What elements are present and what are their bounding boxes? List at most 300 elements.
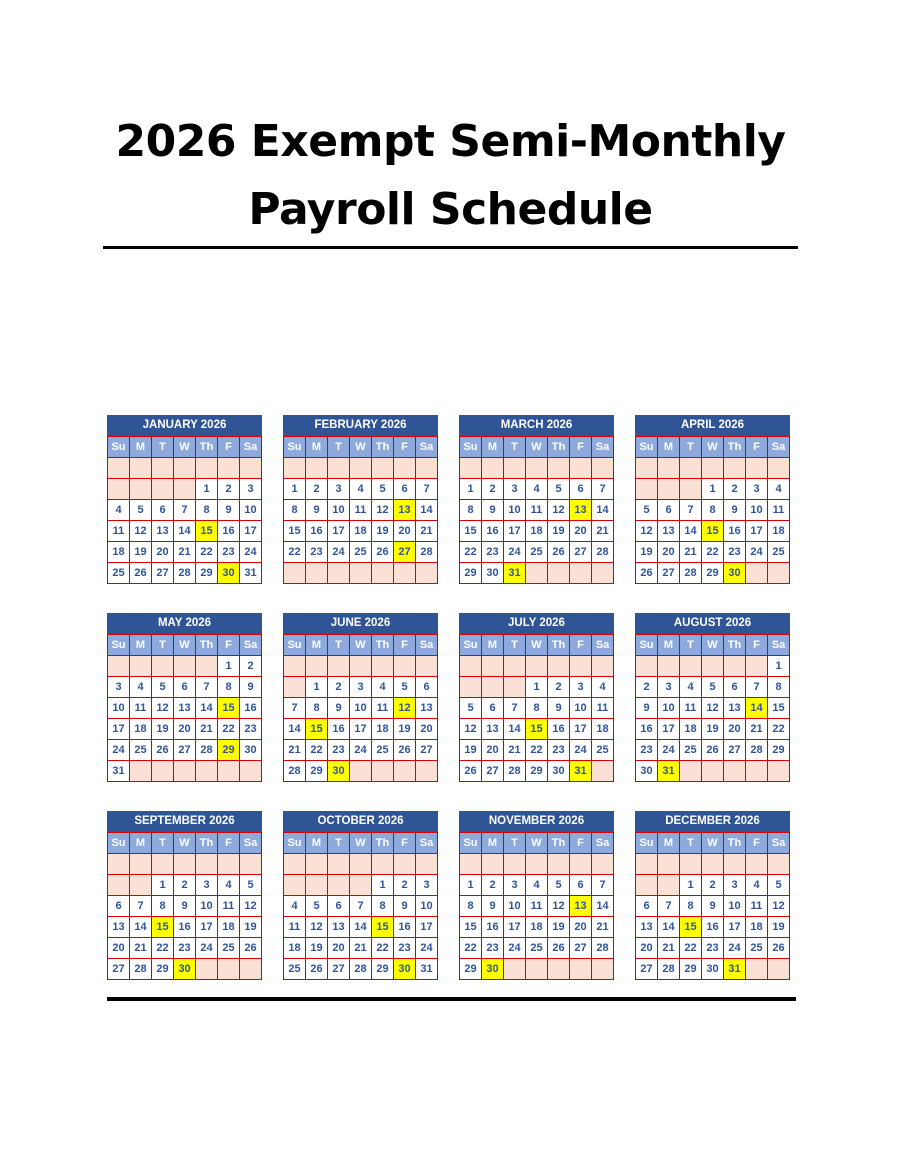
day-cell: 26 [394,740,416,761]
day-cell: 11 [108,521,130,542]
day-cell: 22 [702,542,724,563]
day-cell: 8 [680,896,702,917]
day-cell: 2 [306,479,328,500]
week-row [284,521,438,542]
day-cell: 25 [526,938,548,959]
empty-cell [680,458,702,479]
month-calendar-november [459,811,614,980]
week-row [284,896,438,917]
day-cell: 26 [130,563,152,584]
day-cell: 25 [680,740,702,761]
day-name-header: M [482,833,504,854]
day-name-header: Su [108,635,130,656]
day-cell: 4 [108,500,130,521]
day-cell: 23 [328,740,350,761]
week-row [284,761,438,782]
day-cell: 5 [636,500,658,521]
day-cell: 18 [372,719,394,740]
empty-cell [196,959,218,980]
empty-cell [328,854,350,875]
day-cell: 14 [416,500,438,521]
empty-cell [702,761,724,782]
day-cell: 23 [702,938,724,959]
day-cell: 6 [570,479,592,500]
day-name-header: W [174,833,196,854]
day-cell: 25 [130,740,152,761]
day-cell: 2 [218,479,240,500]
day-name-header: T [152,635,174,656]
day-cell: 13 [636,917,658,938]
day-cell: 12 [636,521,658,542]
day-cell: 26 [372,542,394,563]
day-cell: 21 [350,938,372,959]
day-cell: 17 [416,917,438,938]
day-cell: 14 [592,896,614,917]
empty-cell [768,959,790,980]
day-cell: 26 [460,761,482,782]
empty-cell [416,563,438,584]
day-name-header: M [130,833,152,854]
day-cell: 19 [372,521,394,542]
day-cell: 10 [240,500,262,521]
day-cell: 3 [196,875,218,896]
payday-cell: 30 [174,959,196,980]
empty-cell [284,458,306,479]
empty-cell [174,479,196,500]
empty-cell [658,875,680,896]
day-cell: 13 [482,719,504,740]
week-row [108,500,262,521]
day-cell: 8 [152,896,174,917]
empty-cell [570,563,592,584]
day-cell: 12 [460,719,482,740]
empty-cell [284,854,306,875]
day-cell: 26 [548,938,570,959]
day-cell: 3 [724,875,746,896]
empty-cell [592,761,614,782]
empty-cell [636,875,658,896]
month-calendar-march [459,415,614,584]
empty-cell [306,854,328,875]
day-name-header: F [394,833,416,854]
empty-cell [240,761,262,782]
day-cell: 10 [570,698,592,719]
day-cell: 20 [394,521,416,542]
payday-cell: 13 [570,500,592,521]
week-row [284,563,438,584]
week-row [460,896,614,917]
empty-cell [350,875,372,896]
day-cell: 7 [350,896,372,917]
empty-cell [636,854,658,875]
day-cell: 12 [768,896,790,917]
day-cell: 31 [108,761,130,782]
day-cell: 1 [306,677,328,698]
week-row [284,875,438,896]
day-name-header: W [350,437,372,458]
day-cell: 18 [350,521,372,542]
day-cell: 19 [240,917,262,938]
day-name-header: Th [196,635,218,656]
empty-cell [284,875,306,896]
week-row [108,740,262,761]
day-cell: 6 [570,875,592,896]
day-name-header: Su [284,437,306,458]
day-cell: 19 [394,719,416,740]
empty-cell [306,458,328,479]
day-name-header: T [328,635,350,656]
empty-cell [328,458,350,479]
day-cell: 20 [416,719,438,740]
empty-cell [152,458,174,479]
day-cell: 22 [306,740,328,761]
day-cell: 30 [702,959,724,980]
day-cell: 3 [108,677,130,698]
empty-cell [768,563,790,584]
day-cell: 21 [746,719,768,740]
day-name-header: F [570,833,592,854]
day-name-header: Su [636,635,658,656]
empty-cell [746,458,768,479]
day-cell: 25 [284,959,306,980]
week-row [284,959,438,980]
day-cell: 16 [174,917,196,938]
day-cell: 14 [592,500,614,521]
day-cell: 17 [504,917,526,938]
day-cell: 8 [460,500,482,521]
day-cell: 22 [284,542,306,563]
day-cell: 16 [548,719,570,740]
day-name-header: M [482,437,504,458]
day-cell: 1 [680,875,702,896]
week-row [108,896,262,917]
day-cell: 21 [416,521,438,542]
day-name-header: M [658,635,680,656]
empty-cell [328,656,350,677]
payday-cell: 30 [328,761,350,782]
day-cell: 5 [548,875,570,896]
week-row [284,854,438,875]
week-row [636,959,790,980]
payday-cell: 29 [218,740,240,761]
day-cell: 17 [504,521,526,542]
empty-cell [702,656,724,677]
day-cell: 24 [108,740,130,761]
day-name-header: Su [460,833,482,854]
day-cell: 6 [636,896,658,917]
day-name-header: Sa [240,437,262,458]
day-cell: 10 [504,896,526,917]
payday-cell: 30 [394,959,416,980]
day-cell: 9 [482,500,504,521]
day-cell: 26 [768,938,790,959]
day-cell: 1 [460,479,482,500]
month-title: APRIL 2026 [635,415,790,436]
day-cell: 15 [460,521,482,542]
day-cell: 29 [526,761,548,782]
week-row [636,500,790,521]
week-row [460,761,614,782]
day-cell: 8 [372,896,394,917]
month-calendar-april [635,415,790,584]
day-cell: 11 [130,698,152,719]
week-row [636,656,790,677]
week-row [636,854,790,875]
day-cell: 14 [658,917,680,938]
empty-cell [504,656,526,677]
day-name-header: Su [284,833,306,854]
day-cell: 29 [702,563,724,584]
day-cell: 24 [570,740,592,761]
day-name-header: F [218,635,240,656]
week-row [460,740,614,761]
day-cell: 13 [658,521,680,542]
day-cell: 24 [416,938,438,959]
day-cell: 24 [350,740,372,761]
day-cell: 1 [768,656,790,677]
empty-cell [504,677,526,698]
empty-cell [746,854,768,875]
empty-cell [526,656,548,677]
day-cell: 20 [724,719,746,740]
week-row [284,740,438,761]
empty-cell [152,479,174,500]
day-cell: 27 [416,740,438,761]
day-cell: 17 [746,521,768,542]
day-cell: 22 [152,938,174,959]
empty-cell [526,563,548,584]
day-cell: 7 [130,896,152,917]
day-name-header: F [394,635,416,656]
day-name-header: W [702,635,724,656]
payday-cell: 15 [152,917,174,938]
day-cell: 26 [240,938,262,959]
day-cell: 8 [460,896,482,917]
day-cell: 4 [592,677,614,698]
day-cell: 21 [196,719,218,740]
month-title: JULY 2026 [459,613,614,634]
day-cell: 1 [284,479,306,500]
day-name-header: Sa [768,437,790,458]
week-row [460,677,614,698]
day-cell: 1 [152,875,174,896]
empty-cell [174,656,196,677]
day-cell: 8 [196,500,218,521]
month-calendar-december [635,811,790,980]
empty-cell [592,854,614,875]
day-cell: 30 [636,761,658,782]
day-name-header: F [218,437,240,458]
empty-cell [482,854,504,875]
week-row [636,875,790,896]
day-cell: 11 [746,896,768,917]
day-cell: 6 [416,677,438,698]
day-name-header: M [482,635,504,656]
week-row [460,656,614,677]
day-cell: 17 [350,719,372,740]
empty-cell [460,656,482,677]
empty-cell [240,959,262,980]
empty-cell [130,479,152,500]
day-cell: 16 [482,521,504,542]
payday-cell: 15 [196,521,218,542]
day-cell: 7 [592,479,614,500]
day-cell: 27 [636,959,658,980]
empty-cell [482,677,504,698]
day-cell: 17 [240,521,262,542]
empty-cell [746,563,768,584]
payday-cell: 30 [482,959,504,980]
day-cell: 5 [152,677,174,698]
week-row [108,677,262,698]
day-cell: 25 [350,542,372,563]
day-cell: 4 [680,677,702,698]
month-title: FEBRUARY 2026 [283,415,438,436]
day-cell: 23 [482,542,504,563]
day-cell: 22 [372,938,394,959]
day-cell: 1 [218,656,240,677]
day-cell: 6 [152,500,174,521]
day-cell: 4 [350,479,372,500]
day-cell: 19 [130,542,152,563]
day-cell: 3 [240,479,262,500]
empty-cell [152,656,174,677]
week-row [284,938,438,959]
empty-cell [130,458,152,479]
week-row [636,698,790,719]
day-name-header: M [306,635,328,656]
week-row [284,698,438,719]
day-cell: 7 [504,698,526,719]
day-cell: 9 [482,896,504,917]
day-name-header: Sa [416,635,438,656]
empty-cell [746,761,768,782]
day-cell: 14 [284,719,306,740]
day-cell: 11 [284,917,306,938]
day-name-header: Th [372,635,394,656]
day-cell: 12 [152,698,174,719]
empty-cell [592,458,614,479]
day-cell: 28 [130,959,152,980]
day-name-header: Sa [416,437,438,458]
day-cell: 14 [680,521,702,542]
week-row [284,719,438,740]
day-cell: 23 [482,938,504,959]
empty-cell [196,656,218,677]
day-cell: 17 [328,521,350,542]
day-cell: 12 [702,698,724,719]
day-cell: 17 [724,917,746,938]
day-cell: 20 [570,521,592,542]
week-row [284,677,438,698]
week-row [108,656,262,677]
month-title: DECEMBER 2026 [635,811,790,832]
day-cell: 10 [724,896,746,917]
week-row [636,917,790,938]
empty-cell [108,656,130,677]
day-cell: 4 [284,896,306,917]
day-cell: 2 [702,875,724,896]
day-cell: 3 [328,479,350,500]
day-cell: 11 [218,896,240,917]
week-row [636,563,790,584]
week-row [284,458,438,479]
day-cell: 19 [460,740,482,761]
empty-cell [592,656,614,677]
empty-cell [636,656,658,677]
day-name-header: W [702,437,724,458]
day-cell: 18 [526,521,548,542]
day-cell: 29 [196,563,218,584]
day-cell: 15 [284,521,306,542]
week-row [636,458,790,479]
day-cell: 28 [504,761,526,782]
day-name-header: Sa [592,833,614,854]
day-cell: 28 [592,938,614,959]
day-name-header: T [328,437,350,458]
day-cell: 14 [130,917,152,938]
day-cell: 20 [570,917,592,938]
day-name-header: T [152,833,174,854]
day-cell: 22 [218,719,240,740]
payday-cell: 31 [724,959,746,980]
empty-cell [372,761,394,782]
day-cell: 22 [768,719,790,740]
day-cell: 10 [196,896,218,917]
day-cell: 9 [240,677,262,698]
empty-cell [570,458,592,479]
day-cell: 2 [174,875,196,896]
day-cell: 15 [768,698,790,719]
empty-cell [570,854,592,875]
day-name-header: M [130,635,152,656]
day-cell: 15 [460,917,482,938]
day-name-header: Sa [240,635,262,656]
day-name-header: Sa [592,437,614,458]
week-row [460,698,614,719]
day-cell: 24 [240,542,262,563]
day-cell: 13 [416,698,438,719]
day-cell: 1 [372,875,394,896]
day-cell: 21 [592,917,614,938]
empty-cell [460,458,482,479]
day-cell: 2 [394,875,416,896]
empty-cell [416,854,438,875]
month-calendar-may [107,613,262,782]
day-name-header: W [174,635,196,656]
day-name-header: Th [724,635,746,656]
day-name-header: Th [196,437,218,458]
empty-cell [328,563,350,584]
empty-cell [548,563,570,584]
week-row [108,917,262,938]
empty-cell [504,458,526,479]
title-line-1: 2026 Exempt Semi-Monthly [115,116,786,167]
payday-cell: 30 [724,563,746,584]
empty-cell [746,959,768,980]
day-cell: 28 [174,563,196,584]
day-cell: 4 [372,677,394,698]
day-cell: 5 [372,479,394,500]
day-cell: 6 [108,896,130,917]
week-row [284,656,438,677]
day-name-header: M [306,437,328,458]
week-row [636,479,790,500]
day-name-header: Su [460,635,482,656]
day-cell: 11 [372,698,394,719]
day-cell: 16 [218,521,240,542]
day-cell: 12 [130,521,152,542]
